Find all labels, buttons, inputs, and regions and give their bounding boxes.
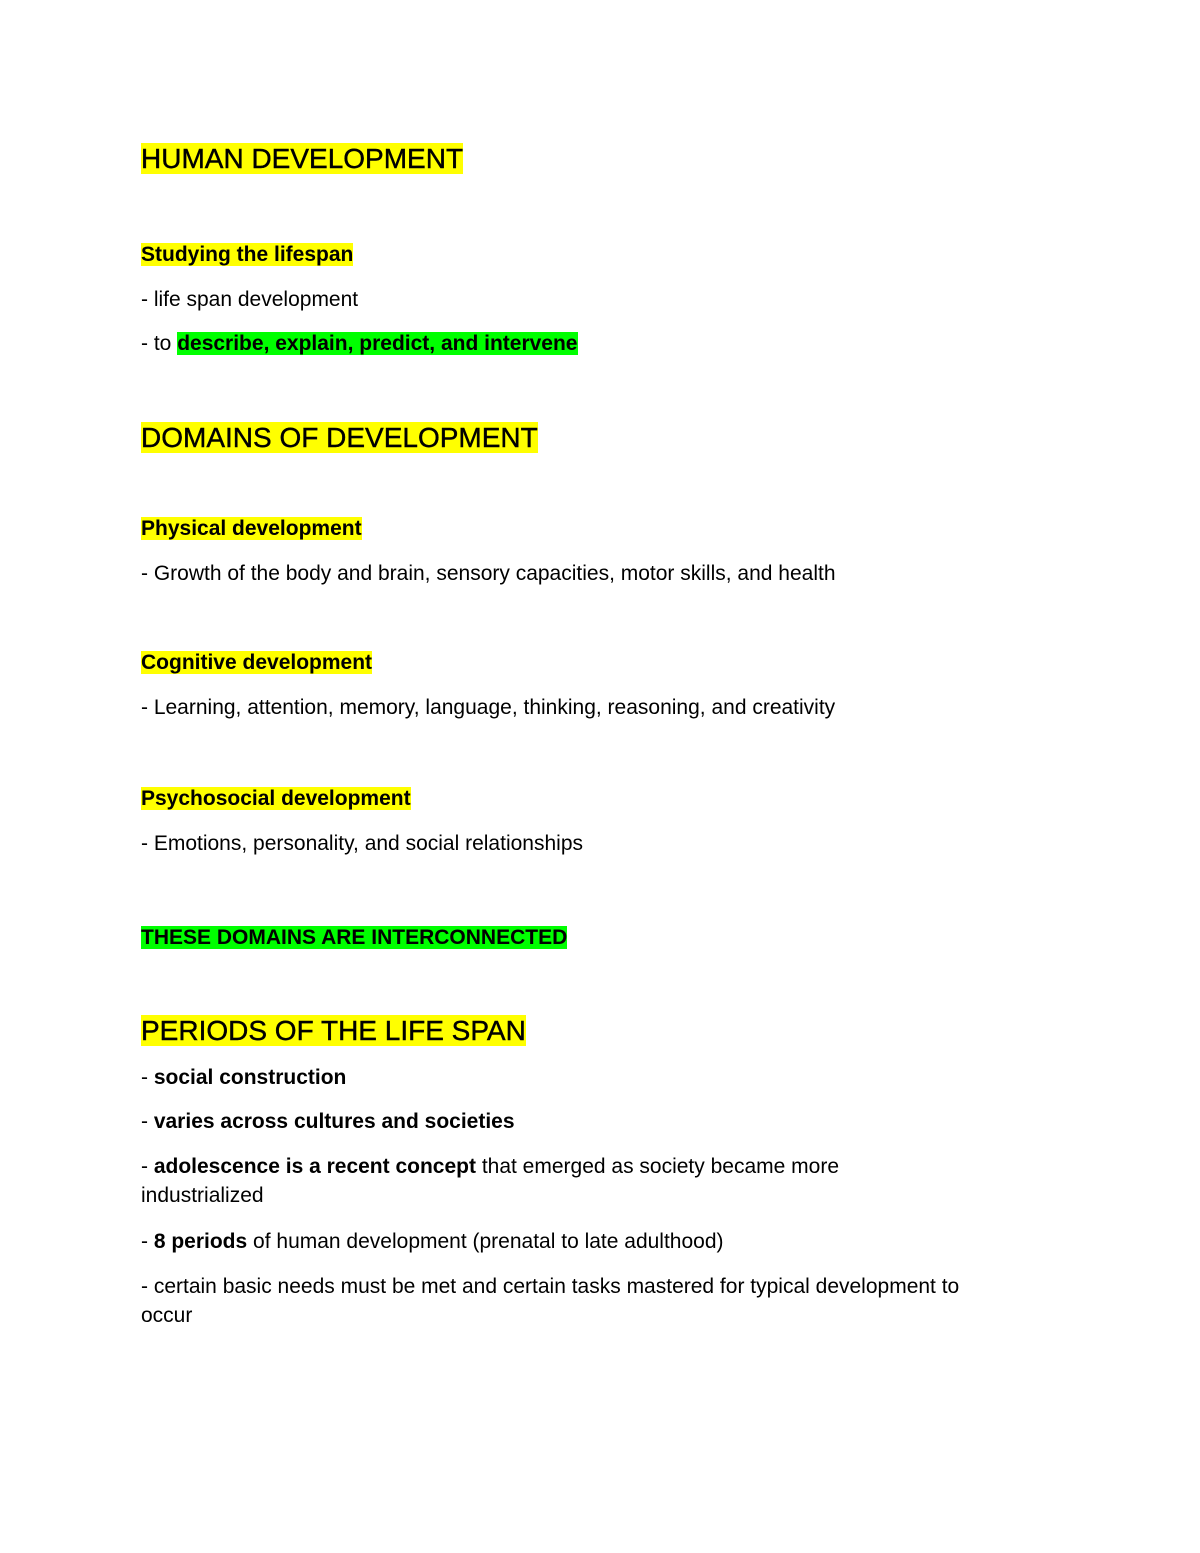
periods-item-2 xyxy=(141,1110,515,1134)
periods-item-3 xyxy=(141,1155,839,1179)
page-title-text: HUMAN DEVELOPMENT xyxy=(141,143,464,174)
cognitive-heading xyxy=(141,651,372,675)
periods-item-2-prefix: - xyxy=(141,1110,154,1133)
periods-item-1-prefix: - xyxy=(141,1066,154,1089)
physical-heading-text: Physical development xyxy=(141,517,362,540)
periods-title xyxy=(141,1015,526,1047)
physical-text: - Growth of the body and brain, sensory capacities, motor skills, and health xyxy=(141,562,836,585)
lifespan-heading-text: Studying the lifespan xyxy=(141,243,354,266)
lifespan-item-2 xyxy=(141,332,578,356)
periods-item-3-rest: that emerged as society became more xyxy=(475,1155,839,1178)
periods-item-2-bold: varies across cultures and societies xyxy=(153,1110,515,1133)
periods-item-1 xyxy=(141,1066,346,1090)
interconnected-note-text: THESE DOMAINS ARE INTERCONNECTED xyxy=(141,926,568,949)
periods-item-3-bold: adolescence is a recent concept xyxy=(153,1155,476,1178)
interconnected-note xyxy=(141,926,567,950)
periods-item-4 xyxy=(141,1230,724,1254)
periods-item-5-line-2: occur xyxy=(141,1304,193,1327)
cognitive-text: - Learning, attention, memory, language, thinking, reasoning, and creativity xyxy=(141,696,836,719)
periods-item-5: - certain basic needs must be met and certain tasks mastered for typical development to xyxy=(141,1275,960,1298)
cognitive-heading-text: Cognitive development xyxy=(141,651,373,674)
periods-item-4-rest: of human development (prenatal to late adulthood) xyxy=(247,1230,724,1253)
lifespan-item-2-prefix: - to xyxy=(141,332,178,355)
periods-item-3-line-2: industrialized xyxy=(141,1184,264,1207)
psychosocial-heading xyxy=(141,787,411,811)
lifespan-item-1: - life span development xyxy=(141,288,359,311)
page-title xyxy=(141,143,463,175)
lifespan-heading xyxy=(141,243,353,267)
domains-title-text: DOMAINS OF DEVELOPMENT xyxy=(141,422,538,453)
psychosocial-text: - Emotions, personality, and social relationships xyxy=(141,832,583,855)
periods-item-4-prefix: - xyxy=(141,1230,154,1253)
periods-item-3-prefix: - xyxy=(141,1155,154,1178)
periods-item-4-bold: 8 periods xyxy=(153,1230,248,1253)
periods-title-text: PERIODS OF THE LIFE SPAN xyxy=(141,1015,526,1046)
domains-title xyxy=(141,422,538,454)
lifespan-item-2-highlight: describe, explain, predict, and intervene xyxy=(177,332,578,355)
periods-item-1-bold: social construction xyxy=(153,1066,347,1089)
physical-heading xyxy=(141,517,362,541)
psychosocial-heading-text: Psychosocial development xyxy=(141,787,411,810)
